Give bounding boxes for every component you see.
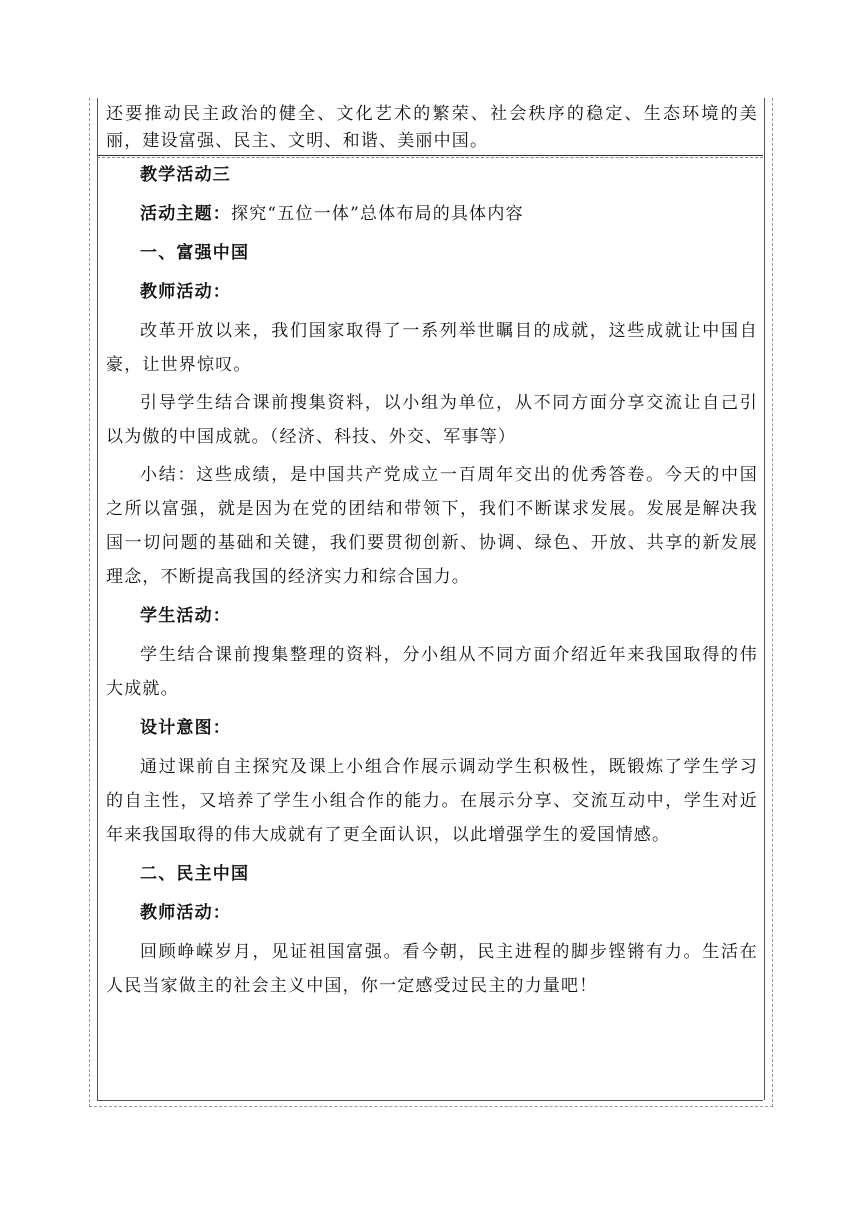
activity-theme: [106, 197, 758, 231]
teacher-label-2: 教师活动：: [140, 903, 231, 923]
student-label: 学生活动：: [140, 606, 231, 626]
teacher-paragraph-2: 引导学生结合课前搜集资料，以小组为单位，从不同方面分享交流让自己引以为傲的中国成就。（经济、科技、外交、军事等）: [106, 393, 758, 447]
top-cell: [106, 101, 758, 155]
theme-text: 探究“五位一体”总体布局的具体内容: [231, 204, 524, 224]
activity-title: 教学活动三: [140, 165, 231, 185]
section1-title: 一、富强中国: [140, 243, 250, 263]
student-paragraph: 学生结合课前搜集整理的资料，分小组从不同方面介绍近年来我国取得的伟大成就。: [106, 645, 758, 699]
section2-title: 二、民主中国: [140, 864, 250, 884]
teacher-paragraph-1: 改革开放以来，我们国家取得了一系列举世瞩目的成就，这些成就让中国自豪，让世界惊叹。: [106, 321, 758, 375]
design-label: 设计意图：: [140, 718, 231, 738]
design-paragraph: 通过课前自主探究及课上小组合作展示调动学生积极性，既锻炼了学生学习的自主性，又培养了学生小组合作的能力。在展示分享、交流互动中，学生对近年来我国取得的伟大成就有了更全面认识，以此增强学生的爱国情感。: [106, 757, 758, 845]
teacher-paragraph-3: 回顾峥嵘岁月，见证祖国富强。看今朝，民主进程的脚步铿锵有力。生活在人民当家做主的社会主义中国，你一定感受过民主的力量吧！: [106, 942, 758, 996]
theme-label: 活动主题：: [140, 204, 231, 224]
summary-paragraph: 小结：这些成绩，是中国共产党成立一百周年交出的优秀答卷。今天的中国之所以富强，就是因为在党的团结和带领下，我们不断谋求发展。发展是解决我国一切问题的基础和关键，我们要贯彻创新、协调、绿色、开放、共享的新发展理念，不断提高我国的经济实力和综合国力。: [106, 465, 758, 587]
top-paragraph: 还要推动民主政治的健全、文化艺术的繁荣、社会秩序的稳定、生态环境的美丽，建设富强、民主、文明、和谐、美丽中国。: [106, 104, 758, 151]
table-bottom-border: [97, 1100, 763, 1101]
main-cell: [106, 156, 758, 1003]
teacher-label-1: 教师活动：: [140, 282, 231, 302]
